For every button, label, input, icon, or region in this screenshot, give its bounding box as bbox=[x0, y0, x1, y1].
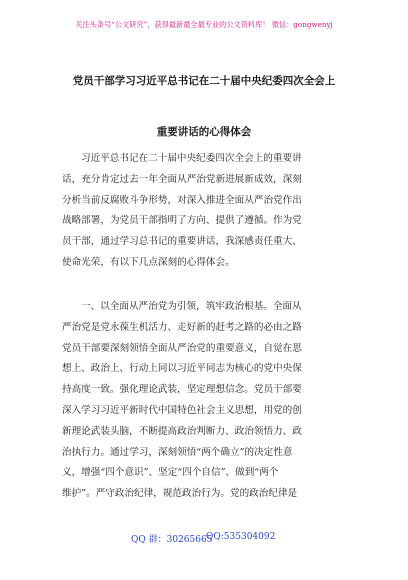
paragraph-section-one bbox=[62, 297, 353, 505]
text-line: 深入学习习近平新时代中国特色社会主义思想，用党的创 bbox=[62, 404, 302, 416]
text-line: 治执行力。通过学习，深刻领悟“两个确立”的决定性意 bbox=[62, 446, 293, 458]
text-line: 严治党是党永葆生机活力、走好新的赶考之路的必由之路 bbox=[62, 321, 302, 333]
document-title-line-1: 党员干部学习习近平总书记在二十届中央纪委四次全会上 bbox=[72, 75, 336, 87]
text-line: 员干部，通过学习总书记的重要讲话，我深感责任重大、 bbox=[62, 236, 302, 248]
qq-group-number: QQ 群：30265665 bbox=[131, 535, 213, 545]
paragraph-intro bbox=[62, 149, 353, 274]
qq-number: QQ:535304092 bbox=[206, 532, 276, 542]
document-title-line-2: 重要讲话的心得体会 bbox=[156, 126, 252, 138]
text-line: 党员干部要深刻领悟全面从严治党的重要意义，自觉在思 bbox=[62, 342, 302, 354]
text-line: 持高度一致。强化理论武装，坚定理想信念。党员干部要 bbox=[62, 384, 302, 396]
text-line: 一、以全面从严治党为引领，筑牢政治根基。全面从 bbox=[81, 301, 302, 312]
text-line: 维护”。严守政治纪律，规范政治行为。党的政治纪律是 bbox=[62, 488, 298, 500]
text-line: 义，增强“四个意识”、坚定“四个自信”、做到“两个 bbox=[62, 467, 279, 479]
promo-banner: 关注头条号“公文研究”，获得最新最全最专业的公文资料库！ 微信：gongwenyj bbox=[75, 20, 333, 29]
text-line: 新理论武装头脑，不断提高政治判断力、政治领悟力、政 bbox=[62, 425, 302, 437]
text-line: 话，充分肯定过去一年全面从严治党新进展新成效，深刻 bbox=[62, 173, 302, 185]
text-line: 想上、政治上、行动上同以习近平同志为核心的党中央保 bbox=[62, 363, 302, 375]
text-line: 使命光荣，有以下几点深刻的心得体会。 bbox=[62, 256, 235, 268]
text-line: 战略部署，为党员干部指明了方向、提供了遵循。作为党 bbox=[62, 215, 302, 227]
text-line: 习近平总书记在二十届中央纪委四次全会上的重要讲 bbox=[81, 153, 302, 164]
text-line: 分析当前反腐败斗争形势，对深入推进全面从严治党作出 bbox=[62, 194, 302, 206]
